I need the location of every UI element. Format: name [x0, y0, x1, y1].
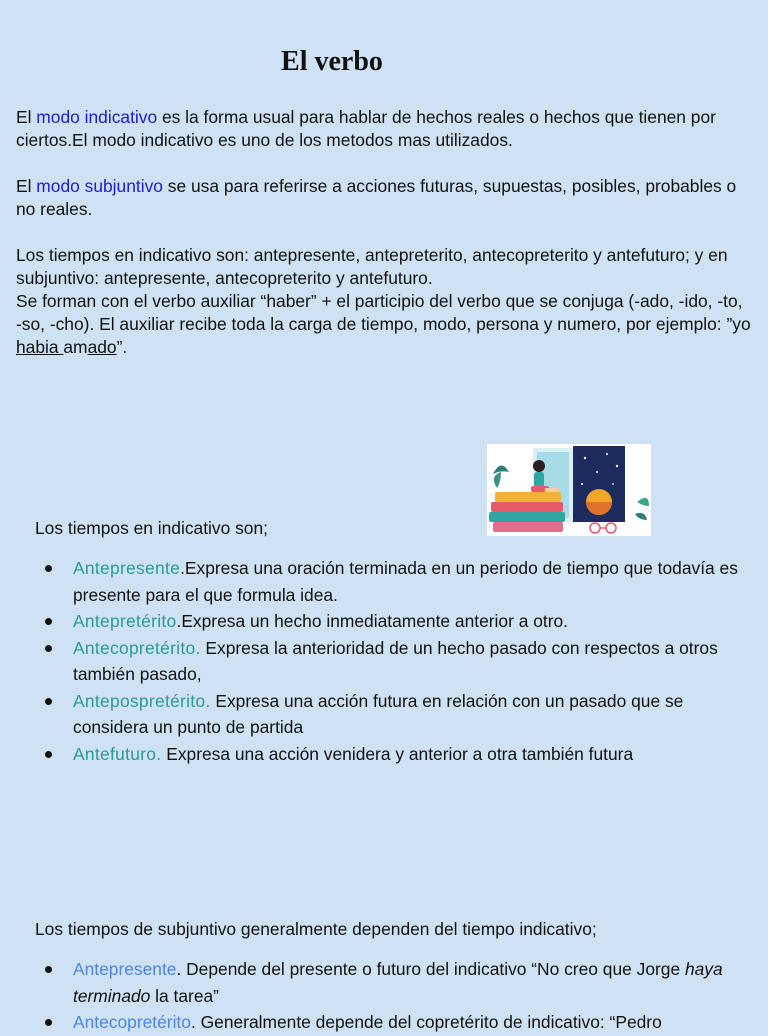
tense-term: Antepresente	[73, 558, 181, 578]
term-modo-subjuntivo: modo subjuntivo	[36, 176, 163, 196]
list-item: Antepospretérito. Expresa una acción futura en relación con un pasado que se considera un punto de partida	[36, 688, 741, 741]
bullet-icon	[45, 751, 52, 758]
tense-term: Antecopretérito	[73, 1012, 191, 1032]
tense-term: Antepresente	[73, 959, 177, 979]
list-item: Antecopretérito. Expresa la anterioridad de un hecho pasado con respectos a otros también pasado,	[36, 635, 741, 688]
paragraph-indicativo: El modo indicativo es la forma usual para hablar de hechos reales o hechos que tienen por ciertos.El modo indicativo es uno de los metodos mas utilizados.	[16, 107, 716, 150]
paragraph-tiempos: Los tiempos en indicativo son: antepresente, antepreterito, antecopreterito y antefuturo; y en subjuntivo: antepresente, antecopreterito y antefuturo. Se forman con el verbo auxiliar “haber” + el participio del verbo que se conjuga (-ado, -ido, -to, -so, -cho). El auxiliar recibe toda la carga de tiempo, modo, persona y numero, por ejemplo: ”yo habia amado”.	[16, 245, 751, 357]
bullet-icon	[45, 698, 52, 705]
indicative-list	[36, 555, 741, 767]
tense-term: Antecopretérito.	[73, 637, 201, 658]
tense-term: Antefuturo.	[73, 743, 162, 764]
subjunctive-intro: Los tiempos de subjuntivo generalmente dependen del tiempo indicativo;	[35, 919, 597, 939]
term-modo-indicativo: modo indicativo	[36, 107, 158, 127]
list-item: Antecopretérito. Generalmente depende del copretérito de indicativo: “Pedro	[36, 1009, 741, 1036]
tense-term: Antepretérito	[73, 611, 177, 631]
page-title: El verbo	[281, 46, 383, 77]
bullet-icon	[45, 645, 52, 652]
list-item: Antepresente. Depende del presente o futuro del indicativo “No creo que Jorge haya terminado la tarea”	[36, 956, 741, 1009]
paragraph-subjuntivo: El modo subjuntivo se usa para referirse a acciones futuras, supuestas, posibles, probables o no reales.	[16, 176, 737, 219]
list-item: Antepretérito.Expresa un hecho inmediatamente anterior a otro.	[36, 608, 741, 635]
bullet-icon	[45, 618, 52, 625]
indicative-intro: Los tiempos en indicativo son;	[35, 518, 268, 538]
bullet-icon	[45, 966, 52, 973]
reading-girl-illustration	[487, 444, 651, 536]
list-item: Antefuturo. Expresa una acción venidera y anterior a otra también futura	[36, 741, 741, 768]
bullet-icon	[45, 1019, 52, 1026]
tense-term: Antepospretérito.	[73, 690, 211, 711]
bullet-icon	[45, 565, 52, 572]
list-item: Antepresente.Expresa una oración terminada en un periodo de tiempo que todavía es presente para el que formula idea.	[36, 555, 741, 608]
